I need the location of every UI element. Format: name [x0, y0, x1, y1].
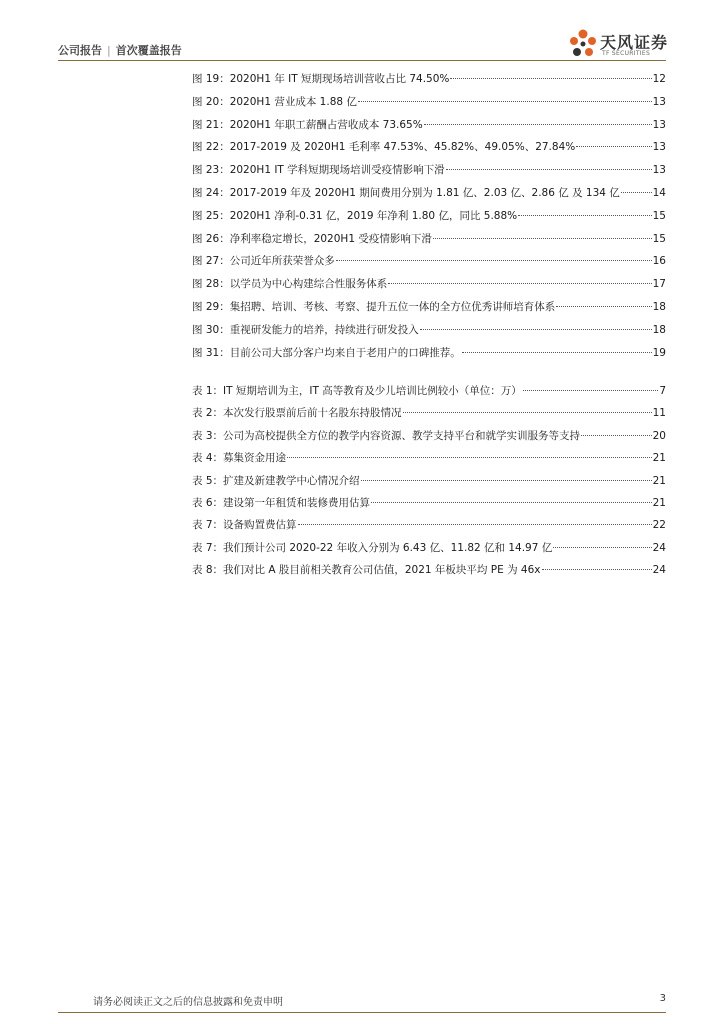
toc-entry-page: 15 [652, 209, 666, 222]
dot-leader [361, 480, 652, 481]
table-list [192, 380, 666, 582]
toc-entry-page: 21 [652, 474, 666, 487]
toc-entry-title: 图 20：2020H1 营业成本 1.88 亿 [192, 95, 357, 108]
toc-entry-page: 13 [652, 118, 666, 131]
table-entry[interactable] [192, 492, 666, 514]
dot-leader [403, 412, 652, 413]
dot-leader [298, 524, 652, 525]
toc-entry-page: 11 [652, 407, 666, 420]
toc-entry-title: 表 1：IT 短期培训为主，IT 高等教育及少儿培训比例较小（单位：万） [192, 385, 522, 397]
footer-disclaimer: 请务必阅读正文之后的信息披露和免责申明 [93, 997, 283, 1008]
table-entry[interactable] [192, 559, 666, 581]
toc-entry-title: 表 7：我们预计公司 2020-22 年收入分别为 6.43 亿、11.82 亿和 14.97 亿 [192, 541, 553, 554]
brand-subtitle: TF SECURITIES [602, 50, 651, 57]
table-entry[interactable] [192, 470, 666, 492]
toc-entry-page: 16 [652, 255, 666, 268]
toc-entry-page: 7 [659, 385, 666, 397]
dot-leader [433, 238, 652, 239]
dot-leader [523, 390, 659, 391]
report-type-header [58, 42, 182, 58]
toc-entry-title: 表 4：募集资金用途 [192, 452, 287, 465]
dot-leader [336, 260, 652, 261]
dot-leader [358, 101, 652, 102]
table-entry[interactable] [192, 425, 666, 447]
figure-entry[interactable] [192, 136, 666, 159]
dot-leader [371, 502, 652, 503]
toc-entry-title: 图 31：目前公司大部分客户均来自于老用户的口碑推荐。 [192, 346, 461, 359]
toc-entry-title: 表 6：建设第一年租赁和装修费用估算 [192, 496, 371, 509]
toc-entry-title: 表 7：设备购置费估算 [192, 519, 297, 532]
figure-entry[interactable] [192, 114, 666, 137]
figure-entry[interactable] [192, 91, 666, 114]
page-number: 3 [659, 993, 666, 1004]
toc-entry-page: 13 [652, 95, 666, 108]
brand-logo [568, 28, 674, 62]
figure-entry[interactable] [192, 182, 666, 205]
logo-flower-icon [568, 28, 598, 62]
table-entry[interactable] [192, 380, 666, 402]
header-label-initial-coverage: 首次覆盖报告 [115, 44, 182, 57]
toc-entry-title: 表 3：公司为高校提供全方位的教学内容资源、教学支持平台和就学实训服务等支持 [192, 429, 581, 442]
toc-entry-title: 图 29：集招聘、培训、考核、考察、提升五位一体的全方位优秀讲师培育体系 [192, 300, 556, 313]
toc-entry-page: 19 [652, 346, 666, 359]
dot-leader [450, 78, 651, 79]
dot-leader [556, 306, 651, 307]
toc-entry-page: 13 [652, 164, 666, 177]
figure-entry[interactable] [192, 319, 666, 342]
figure-list [192, 68, 666, 364]
toc-entry-title: 图 21：2020H1 年职工薪酬占营收成本 73.65% [192, 118, 423, 131]
figure-entry[interactable] [192, 296, 666, 319]
toc-entry-title: 图 30：重视研发能力的培养，持续进行研发投入 [192, 323, 419, 336]
toc-entry-page: 24 [652, 541, 666, 554]
toc-entry-title: 图 25：2020H1 净利-0.31 亿，2019 年净利 1.80 亿，同比 5.88% [192, 209, 518, 222]
toc-entry-page: 14 [652, 186, 666, 199]
toc-entry-page: 24 [652, 564, 666, 577]
figure-entry[interactable] [192, 205, 666, 228]
dot-leader [462, 352, 652, 353]
toc-entry-page: 13 [652, 141, 666, 154]
figure-entry[interactable] [192, 342, 666, 365]
header-label-company-report: 公司报告 [58, 44, 102, 57]
table-entry[interactable] [192, 537, 666, 559]
dot-leader [287, 457, 652, 458]
dot-leader [553, 547, 651, 548]
toc-entry-page: 15 [652, 232, 666, 245]
toc-entry-title: 图 24：2017-2019 年及 2020H1 期间费用分别为 1.81 亿、2.03 亿、2.86 亿 及 134 亿 [192, 186, 620, 199]
toc-entry-page: 17 [652, 278, 666, 291]
dot-leader [424, 124, 652, 125]
toc-entry-title: 图 23：2020H1 IT 学科短期现场培训受疫情影响下滑 [192, 164, 445, 177]
toc-entry-title: 表 8：我们对比 A 股目前相关教育公司估值，2021 年板块平均 PE 为 46x [192, 564, 541, 577]
figure-entry[interactable] [192, 273, 666, 296]
toc-entry-title: 图 27：公司近年所获荣誉众多 [192, 255, 335, 268]
toc-entry-title: 图 19：2020H1 年 IT 短期现场培训营收占比 74.50% [192, 73, 450, 85]
toc-entry-page: 18 [652, 300, 666, 313]
toc-entry-title: 图 26：净利率稳定增长，2020H1 受疫情影响下滑 [192, 232, 432, 245]
figure-entry[interactable] [192, 159, 666, 182]
footer-divider [58, 1012, 666, 1013]
dot-leader [388, 283, 651, 284]
toc-entry-title: 图 22：2017-2019 及 2020H1 毛利率 47.53%、45.82%、49.05%、27.84% [192, 141, 576, 154]
toc-entry-page: 18 [652, 323, 666, 336]
dot-leader [420, 329, 652, 330]
table-entry[interactable] [192, 447, 666, 469]
figure-entry[interactable] [192, 250, 666, 273]
dot-leader [542, 569, 652, 570]
toc-entry-page: 12 [652, 73, 666, 85]
header-separator: | [107, 44, 111, 57]
table-entry[interactable] [192, 514, 666, 536]
dot-leader [518, 215, 651, 216]
brand-name: 天风证券 [600, 33, 669, 52]
toc-entry-page: 22 [652, 519, 666, 532]
toc-entry-page: 21 [652, 496, 666, 509]
dot-leader [576, 146, 651, 147]
dot-leader [446, 169, 652, 170]
table-entry[interactable] [192, 402, 666, 424]
toc-entry-page: 21 [652, 452, 666, 465]
toc-entry-page: 20 [652, 429, 666, 442]
toc-entry-title: 表 5：扩建及新建教学中心情况介绍 [192, 474, 360, 487]
figure-entry[interactable] [192, 68, 666, 91]
toc-entry-title: 表 2：本次发行股票前后前十名股东持股情况 [192, 407, 402, 420]
dot-leader [621, 192, 652, 193]
dot-leader [581, 435, 652, 436]
figure-entry[interactable] [192, 228, 666, 251]
toc-entry-title: 图 28：以学员为中心构建综合性服务体系 [192, 278, 388, 291]
